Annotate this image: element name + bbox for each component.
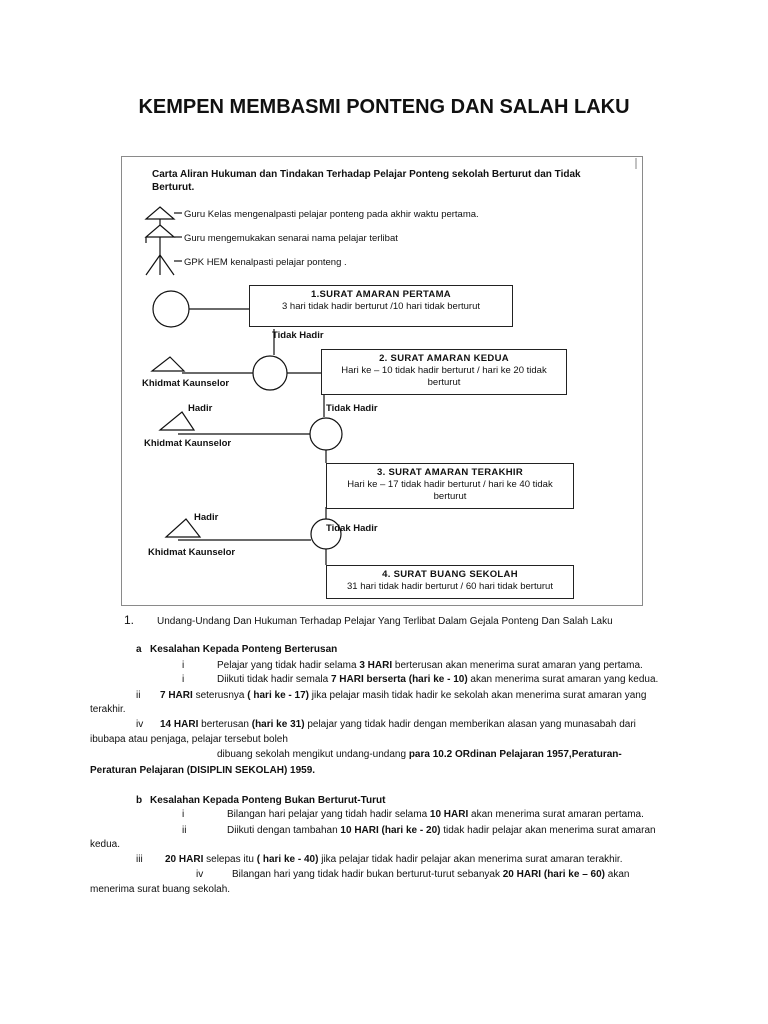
part-b-ii-text: Diikuti dengan tambahan 10 HARI (hari ke - 20) tidak hadir pelajar akan menerima surat amaran [227, 825, 656, 836]
box-surat-amaran-pertama [249, 285, 513, 327]
box2-line2: berturut [427, 377, 461, 388]
box-surat-buang-sekolah [326, 565, 574, 599]
box4-text: 31 hari tidak hadir berturut / 60 hari tidak berturut [347, 581, 553, 592]
part-a-ii-text: 7 HARI seterusnya ( hari ke - 17) jika pelajar masih tidak hadir ke sekolah akan menerima surat amaran yang [160, 690, 647, 701]
part-a-i2-text: Diikuti tidak hadir semala 7 HARI berserta (hari ke - 10) akan menerima surat amaran yang kedua. [217, 674, 659, 685]
box3-line1: Hari ke – 17 tidak hadir berturut / hari ke 40 tidak [347, 479, 553, 490]
part-b-iii-num: iii [136, 854, 143, 865]
part-b-marker: b [136, 795, 143, 806]
part-a-iv-num: iv [136, 719, 144, 730]
step3-text: GPK HEM kenalpasti pelajar ponteng . [184, 257, 347, 268]
step1-text: Guru Kelas mengenalpasti pelajar ponteng pada akhir waktu pertama. [184, 209, 479, 220]
box2-title: 2. SURAT AMARAN KEDUA [379, 353, 509, 364]
part-a-i2-num: i [182, 674, 185, 685]
label-hadir-2: Hadir [194, 512, 219, 523]
part-a-iv-cont2: dibuang sekolah mengikut undang-undang para 10.2 ORdinan Pelajaran 1957,Peraturan- [217, 749, 622, 760]
part-a-iv-text: 14 HARI berterusan (hari ke 31) pelajar yang tidak hadir dengan memberikan alasan yang munasabah dari [160, 719, 636, 730]
box-surat-amaran-terakhir [326, 463, 574, 509]
flowchart-heading-line2: Berturut. [152, 182, 195, 193]
label-khidmat-kaunselor-1: Khidmat Kaunselor [142, 378, 230, 389]
box1-title: 1.SURAT AMARAN PERTAMA [311, 289, 451, 300]
part-b-heading: Kesalahan Kepada Ponteng Bukan Berturut-Turut [150, 795, 386, 806]
flowchart [121, 156, 643, 606]
node-circle-1 [153, 291, 189, 327]
part-b-iv-text: Bilangan hari yang tidak hadir bukan berturut-turut sebanyak 20 HARI (hari ke – 60) akan [232, 869, 630, 880]
khidmat-triangle-icon-1 [152, 357, 184, 371]
box1-text: 3 hari tidak hadir berturut /10 hari tidak berturut [281, 301, 481, 312]
label-tidak-hadir-3: Tidak Hadir [326, 523, 378, 534]
step2-text: Guru mengemukakan senarai nama pelajar terlibat [184, 233, 398, 244]
part-b-i-num: i [182, 809, 185, 820]
box-surat-amaran-kedua [321, 349, 567, 395]
step2-triangle-icon [146, 225, 174, 237]
part-b-iv-num: iv [196, 869, 204, 880]
part-b-i-text: Bilangan hari pelajar yang tidah hadir selama 10 HARI akan menerima surat amaran pertama. [227, 809, 644, 820]
box3-title: 3. SURAT AMARAN TERAKHIR [376, 467, 523, 478]
part-a-i1-text: Pelajar yang tidak hadir selama 3 HARI berterusan akan menerima surat amaran yang pertama. [217, 660, 643, 671]
step3-branch-icon [146, 255, 174, 275]
label-tidak-hadir-2: Tidak Hadir [326, 403, 378, 414]
part-a-iv-cont3: Peraturan Pelajaran (DISIPLIN SEKOLAH) 1959. [90, 765, 316, 776]
label-tidak-hadir-1: Tidak Hadir [272, 330, 324, 341]
box4-title: 4. SURAT BUANG SEKOLAH [382, 569, 518, 580]
part-a-heading: Kesalahan Kepada Ponteng Berterusan [150, 644, 338, 655]
section1-number: 1. [124, 613, 135, 627]
label-khidmat-kaunselor-3: Khidmat Kaunselor [148, 547, 236, 558]
part-b-iii-text: 20 HARI selepas itu ( hari ke - 40) jika pelajar tidak hadir pelajar akan menerima surat amaran terakhir. [165, 854, 623, 865]
part-b-ii-num: ii [182, 825, 187, 836]
part-a-ii-cont: terakhir. [90, 704, 126, 715]
part-a-marker: a [136, 644, 142, 655]
label-hadir-1: Hadir [188, 403, 213, 414]
label-khidmat-kaunselor-2: Khidmat Kaunselor [144, 438, 232, 449]
flowchart-heading-line1: Carta Aliran Hukuman dan Tindakan Terhadap Pelajar Ponteng sekolah Berturut dan Tidak [152, 169, 581, 180]
part-a-iv-cont: ibubapa atau penjaga, pelajar tersebut boleh [90, 734, 288, 745]
part-b-ii-cont: kedua. [90, 839, 121, 850]
box3-line2: berturut [433, 491, 467, 502]
part-a-ii-num: ii [136, 690, 141, 701]
node-circle-3 [310, 418, 342, 450]
section1-heading: Undang-Undang Dan Hukuman Terhadap Pelajar Yang Terlibat Dalam Gejala Ponteng Dan Salah Laku [157, 616, 613, 627]
part-b-iv-cont: menerima surat buang sekolah. [90, 884, 231, 895]
step1-triangle-icon [146, 207, 174, 219]
box2-line1: Hari ke – 10 tidak hadir berturut / hari ke 20 tidak [341, 365, 547, 376]
node-circle-2 [253, 356, 287, 390]
part-a-i1-num: i [182, 660, 185, 671]
page-title: KEMPEN MEMBASMI PONTENG DAN SALAH LAKU [138, 96, 630, 118]
